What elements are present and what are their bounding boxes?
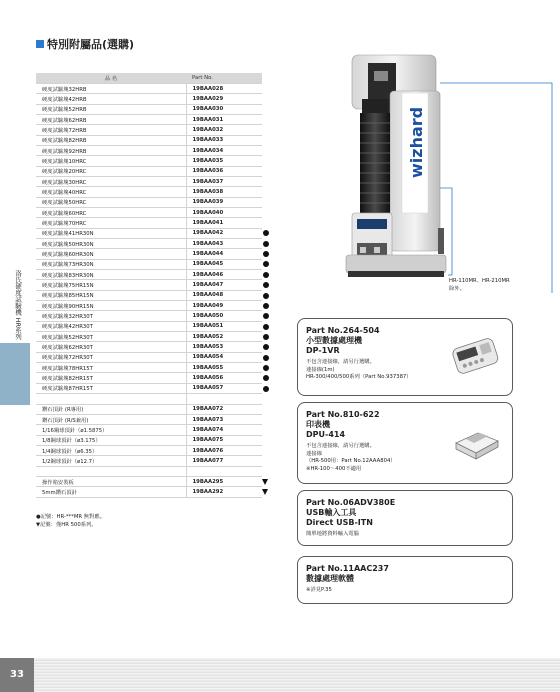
card-desc-line: 連接線 xyxy=(306,450,322,457)
part-no-cell: 19BAA029 xyxy=(186,94,262,104)
part-no-cell: 19BAA039 xyxy=(186,197,262,207)
part-no-cell: 19BAA040 xyxy=(186,207,262,217)
part-no-cell: 19BAA072 xyxy=(186,404,262,414)
section-title xyxy=(36,36,134,52)
table-row xyxy=(36,104,262,114)
part-no-cell: 19BAA075 xyxy=(186,435,262,445)
table-row xyxy=(36,404,262,414)
table-row xyxy=(36,114,262,124)
card-desc-line: 不包含連接線，請另行選購。 xyxy=(306,359,375,365)
part-name-cell: 硬度試驗塊42HRB xyxy=(36,94,186,104)
circle-mark-icon xyxy=(263,375,269,381)
footer-stripes xyxy=(34,658,560,692)
part-no-cell: 19BAA034 xyxy=(186,145,262,155)
table-row xyxy=(36,363,262,373)
part-no-cell: 19BAA073 xyxy=(186,414,262,424)
dpu-414-image xyxy=(450,421,504,461)
part-no-cell: 19BAA052 xyxy=(186,332,262,342)
part-name-cell: 硬度試驗塊41HR30N xyxy=(36,228,186,238)
part-no-cell: 19BAA041 xyxy=(186,218,262,228)
brand-logo-text: wizhard xyxy=(407,106,426,178)
table-row xyxy=(36,394,262,404)
table-row xyxy=(36,445,262,455)
table-row xyxy=(36,466,262,476)
machine-caption xyxy=(449,277,510,293)
circle-mark-icon xyxy=(263,293,269,299)
part-name-cell: 硬度試驗塊72HR30T xyxy=(36,352,186,362)
table-row xyxy=(36,414,262,424)
card-dp-1vr xyxy=(297,318,513,396)
table-row xyxy=(36,125,262,135)
part-name-cell: 硬度試驗塊60HRC xyxy=(36,207,186,217)
part-name-cell: 硬度試驗塊72HRB xyxy=(36,125,186,135)
note-circle: ●記號：HR-***MR 無對應。 xyxy=(36,514,105,520)
card-desc-line: （HR-500用：Part No.12AAA804） xyxy=(306,458,396,464)
table-row xyxy=(36,249,262,259)
table-row xyxy=(36,425,262,435)
table-row xyxy=(36,301,262,311)
circle-mark-icon xyxy=(263,344,269,350)
triangle-mark-icon xyxy=(262,489,268,495)
table-row xyxy=(36,166,262,176)
card-desc-line: 連接線(1m) xyxy=(306,366,335,373)
part-name-cell: 鑽石頂針 (R專用) xyxy=(36,404,186,414)
part-no-cell: 19BAA042 xyxy=(186,228,262,238)
card-desc-line: 不包含連接線，請另行選購。 xyxy=(306,443,375,449)
table-row xyxy=(36,311,262,321)
card-desc-line: 簡單地將資料輸入電腦 xyxy=(306,531,359,537)
table-row xyxy=(36,321,262,331)
card-part-no: Part No.06ADV380E xyxy=(306,498,396,507)
table-row xyxy=(36,332,262,342)
table-row xyxy=(36,197,262,207)
part-name-cell: 硬度試驗塊62HR30T xyxy=(36,342,186,352)
side-category-label: 洛氏硬度試驗機 HR系列 xyxy=(14,270,22,340)
part-name-cell: 硬度試驗塊42HR30T xyxy=(36,321,186,331)
part-name-cell: 硬度試驗塊60HR30N xyxy=(36,249,186,259)
part-name-cell: 硬度試驗塊62HRB xyxy=(36,114,186,124)
header-name: 品 名 xyxy=(36,73,186,83)
table-header-row xyxy=(36,73,262,83)
table-row xyxy=(36,94,262,104)
part-name-cell: 硬度試驗塊82HRB xyxy=(36,135,186,145)
card-model: Direct USB-ITN xyxy=(306,518,373,527)
table-row xyxy=(36,145,262,155)
part-name-cell: 硬度試驗塊52HR30T xyxy=(36,332,186,342)
part-no-cell: 19BAA053 xyxy=(186,342,262,352)
part-no-cell: 19BAA077 xyxy=(186,456,262,466)
table-row xyxy=(36,280,262,290)
card-desc xyxy=(306,359,426,382)
part-no-cell: 19BAA055 xyxy=(186,363,262,373)
part-name-cell: 硬度試驗塊10HRC xyxy=(36,156,186,166)
table-row xyxy=(36,135,262,145)
notes xyxy=(36,514,105,529)
card-name: 數據處理軟體 xyxy=(306,574,354,583)
table-row xyxy=(36,218,262,228)
part-no-cell xyxy=(186,394,262,404)
table-row xyxy=(36,435,262,445)
part-no-cell: 19BAA032 xyxy=(186,125,262,135)
circle-mark-icon xyxy=(263,272,269,278)
card-desc xyxy=(306,443,436,473)
part-name-cell: 1/8鋼球頂針（ø3.175） xyxy=(36,435,186,445)
header-part-no: Part No. xyxy=(186,73,262,83)
part-name-cell xyxy=(36,466,186,476)
card-model: DP-1VR xyxy=(306,346,340,355)
table-row xyxy=(36,476,262,486)
card-name: 印表機 xyxy=(306,420,330,429)
table-row xyxy=(36,352,262,362)
circle-mark-icon xyxy=(263,251,269,257)
card-desc-line: ※HR-100～400不適用 xyxy=(306,465,362,472)
part-no-cell: 19BAA050 xyxy=(186,311,262,321)
circle-mark-icon xyxy=(263,355,269,361)
part-name-cell: 硬度試驗塊30HRC xyxy=(36,176,186,186)
part-no-cell: 19BAA038 xyxy=(186,187,262,197)
part-name-cell: 硬度試驗塊85HR15N xyxy=(36,290,186,300)
card-name: USB輸入工具 xyxy=(306,508,357,517)
card-desc-line: HR-300/400/500系列（Part No.937387） xyxy=(306,374,412,380)
part-no-cell: 19BAA031 xyxy=(186,114,262,124)
table-row xyxy=(36,456,262,466)
part-no-cell: 19BAA033 xyxy=(186,135,262,145)
circle-mark-icon xyxy=(263,334,269,340)
note-triangle: ▼記號：僅HR 500系列。 xyxy=(36,521,97,528)
part-no-cell: 19BAA028 xyxy=(186,83,262,93)
part-no-cell: 19BAA035 xyxy=(186,156,262,166)
card-desc xyxy=(306,587,504,595)
card-part-no: Part No.11AAC237 xyxy=(306,564,389,573)
card-part-no: Part No.264-504 xyxy=(306,326,380,335)
part-no-cell: 19BAA057 xyxy=(186,383,262,393)
part-no-cell: 19BAA051 xyxy=(186,321,262,331)
part-no-cell: 19BAA047 xyxy=(186,280,262,290)
dp-1vr-image xyxy=(448,335,502,375)
circle-mark-icon xyxy=(263,313,269,319)
part-name-cell: 硬度試驗塊50HR30N xyxy=(36,239,186,249)
part-name-cell: 鑽石頂針 (R/S兼用) xyxy=(36,414,186,424)
part-name-cell: 5mm鑽石頂針 xyxy=(36,487,186,497)
part-no-cell: 19BAA054 xyxy=(186,352,262,362)
table-row xyxy=(36,487,262,497)
part-name-cell: 硬度試驗塊82HR15T xyxy=(36,373,186,383)
part-name-cell: 硬度試驗塊78HR15T xyxy=(36,363,186,373)
part-no-cell: 19BAA046 xyxy=(186,270,262,280)
circle-mark-icon xyxy=(263,230,269,236)
part-no-cell: 19BAA045 xyxy=(186,259,262,269)
circle-mark-icon xyxy=(263,261,269,267)
circle-mark-icon xyxy=(263,282,269,288)
part-name-cell: 硬度試驗塊73HR30N xyxy=(36,259,186,269)
part-no-cell: 19BAA074 xyxy=(186,425,262,435)
part-name-cell: 硬度試驗塊50HRC xyxy=(36,197,186,207)
card-dpu-414 xyxy=(297,402,513,484)
part-name-cell: 硬度試驗塊32HRB xyxy=(36,83,186,93)
part-name-cell: 硬度試驗塊40HRC xyxy=(36,187,186,197)
parts-table xyxy=(36,73,262,498)
part-name-cell: 硬度試驗塊92HRB xyxy=(36,145,186,155)
table-row xyxy=(36,259,262,269)
table-row xyxy=(36,176,262,186)
part-name-cell: 硬度試驗塊90HR15N xyxy=(36,301,186,311)
side-color-block xyxy=(0,343,30,405)
circle-mark-icon xyxy=(263,303,269,309)
card-desc xyxy=(306,531,504,539)
triangle-mark-icon xyxy=(262,479,268,485)
machine-caption-line1: HR-110MR、HR-210MR xyxy=(449,278,510,284)
part-name-cell: 硬度試驗塊32HR30T xyxy=(36,311,186,321)
part-name-cell: 操作箱安裝板 xyxy=(36,476,186,486)
table-row xyxy=(36,207,262,217)
part-no-cell: 19BAA044 xyxy=(186,249,262,259)
card-software xyxy=(297,556,513,604)
part-no-cell: 19BAA036 xyxy=(186,166,262,176)
card-model: DPU-414 xyxy=(306,430,346,439)
parts-table-body xyxy=(36,83,262,497)
table-row xyxy=(36,383,262,393)
table-row xyxy=(36,342,262,352)
table-row xyxy=(36,270,262,280)
part-name-cell: 硬度試驗塊75HR15N xyxy=(36,280,186,290)
part-no-cell: 19BAA049 xyxy=(186,301,262,311)
circle-mark-icon xyxy=(263,324,269,330)
card-part-no: Part No.810-622 xyxy=(306,410,380,419)
circle-mark-icon xyxy=(263,365,269,371)
table-row xyxy=(36,239,262,249)
hardness-tester-image xyxy=(290,43,558,293)
card-name: 小型數據處理機 xyxy=(306,336,362,345)
section-title-text: 特別附屬品(選購) xyxy=(47,38,135,51)
part-no-cell: 19BAA295 xyxy=(186,476,262,486)
card-desc-line: ※詳見P.35 xyxy=(306,587,332,593)
table-row xyxy=(36,290,262,300)
table-row xyxy=(36,156,262,166)
part-name-cell: 1/16鋼球頂針（ø1.5875） xyxy=(36,425,186,435)
part-no-cell: 19BAA048 xyxy=(186,290,262,300)
part-no-cell: 19BAA076 xyxy=(186,445,262,455)
part-name-cell: 硬度試驗塊20HRC xyxy=(36,166,186,176)
part-name-cell xyxy=(36,394,186,404)
part-no-cell: 19BAA037 xyxy=(186,176,262,186)
part-name-cell: 1/2鋼球頂針（ø12.7） xyxy=(36,456,186,466)
part-no-cell xyxy=(186,466,262,476)
part-name-cell: 1/4鋼球頂針（ø6.35） xyxy=(36,445,186,455)
machine-caption-line2: 除外。 xyxy=(449,286,465,292)
part-no-cell: 19BAA043 xyxy=(186,239,262,249)
part-no-cell: 19BAA292 xyxy=(186,487,262,497)
table-row xyxy=(36,83,262,93)
part-name-cell: 硬度試驗塊52HRB xyxy=(36,104,186,114)
table-row xyxy=(36,187,262,197)
circle-mark-icon xyxy=(263,241,269,247)
part-name-cell: 硬度試驗塊83HR30N xyxy=(36,270,186,280)
page-number: 33 xyxy=(0,658,34,692)
hardness-tester-illustration xyxy=(290,43,558,293)
part-no-cell: 19BAA056 xyxy=(186,373,262,383)
blue-square-icon xyxy=(36,40,44,48)
table-row xyxy=(36,373,262,383)
circle-mark-icon xyxy=(263,386,269,392)
part-name-cell: 硬度試驗塊70HRC xyxy=(36,218,186,228)
part-no-cell: 19BAA030 xyxy=(186,104,262,114)
table-row xyxy=(36,228,262,238)
part-name-cell: 硬度試驗塊87HR15T xyxy=(36,383,186,393)
card-usb-itn xyxy=(297,490,513,546)
